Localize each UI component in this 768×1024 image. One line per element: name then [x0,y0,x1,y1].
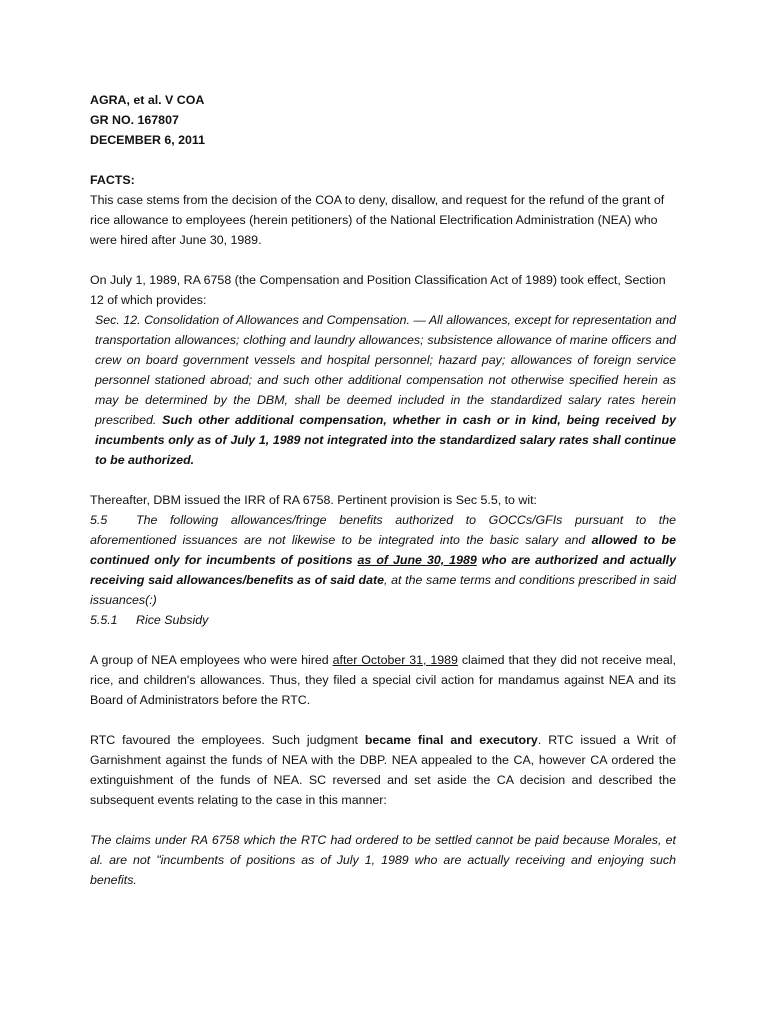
section-5-5-text-a: The following allowances/fringe benefits authorized to GOCCs/GFIs pursuant to the aforementioned issuances are not likewise to be integrated into the basic salary and [90,513,676,547]
section-5-5-text-e: , at the same terms and conditions prescribed in said issuances(:) [90,573,677,607]
section-5-5-text-d: who are authorized and actually receiving said allowances/benefits as of said date [90,553,676,587]
section-5-5-1-number: 5.5.1 [90,613,118,627]
paragraph-4-text-c: claimed that they did not receive meal, rice, and children's allowances. Thus, they filed a special civil action for mandamus against NEA and its Board of Administrators before the RTC. [90,653,676,707]
case-title: AGRA, et al. V COA [90,93,205,107]
section-5-5-number: 5.5 [90,513,108,527]
paragraph-5-text-a: RTC favoured the employees. Such judgment [90,733,358,747]
decision-date: DECEMBER 6, 2011 [90,133,206,147]
paragraph-4-date: after October 31, 1989 [332,653,458,667]
section-12-text: Sec. 12. Consolidation of Allowances and Compensation. — All allowances, except for representation and transportation allowances; clothing and laundry allowances; subsistence allowance of marine officers and crew on board government vessels and hospital personnel; hazard pay; allowances of foreign service personnel stationed abroad; and such other additional compensation not otherwise specified herein as may be determined by the DBM, shall be deemed included in the standardized salary rates herein prescribed. [95,313,676,427]
facts-paragraph-4 [90,650,676,710]
paragraph-5-text-c: . RTC issued a Writ of Garnishment against the funds of NEA with the DBP. NEA appealed to the CA, however CA ordered the extinguishment of the funds of NEA. SC reversed and set aside the CA decision and described the subsequent events relating to the case in this manner: [90,733,676,807]
gr-number: GR NO. 167807 [90,113,179,127]
paragraph-5-emphasis: became final and executory [364,733,538,747]
section-5-5-date: as of June 30, 1989 [357,553,477,567]
facts-paragraph-5 [90,730,676,810]
facts-paragraph-6: The claims under RA 6758 which the RTC had ordered to be settled cannot be paid because Morales, et al. are not "incumbents of positions as of July 1, 1989 who are actually receiving and enjoying such benefits. [90,833,676,887]
section-5-5 [90,510,676,610]
section-12-quote [90,310,676,470]
facts-heading: FACTS: [90,173,135,187]
document-body [90,90,676,890]
facts-paragraph-1: This case stems from the decision of the COA to deny, disallow, and request for the refund of the grant of rice allowance to employees (herein petitioners) of the National Electrification Administration (NEA) who were hired after June 30, 1989. [90,193,665,247]
section-5-5-1-text: Rice Subsidy [136,613,209,627]
section-12-emphasis: Such other additional compensation, whether in cash or in kind, being received by incumbents only as of July 1, 1989 not integrated into the standardized salary rates shall continue to be authorized. [95,413,676,467]
facts-paragraph-2: On July 1, 1989, RA 6758 (the Compensation and Position Classification Act of 1989) took effect, Section 12 of which provides: [90,273,666,307]
section-5-5-1 [90,610,676,630]
paragraph-4-text-a: A group of NEA employees who were hired [90,653,329,667]
facts-paragraph-3: Thereafter, DBM issued the IRR of RA 6758. Pertinent provision is Sec 5.5, to wit: [90,493,537,507]
section-5-5-text-b: allowed to be continued only for incumbents of positions [90,533,676,567]
